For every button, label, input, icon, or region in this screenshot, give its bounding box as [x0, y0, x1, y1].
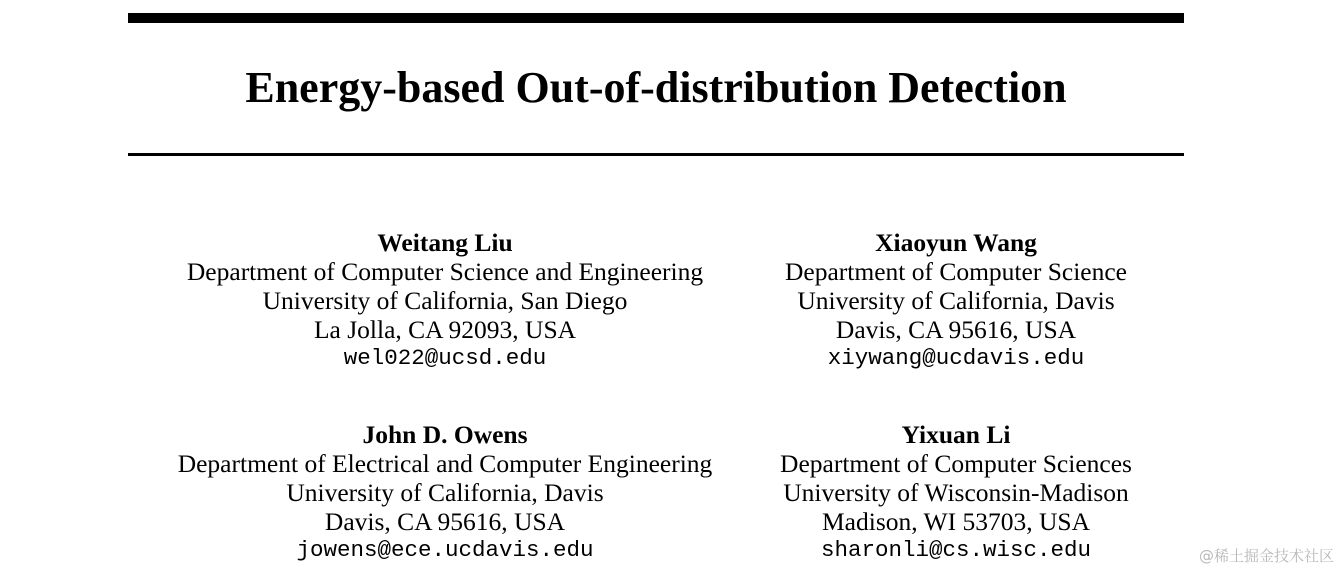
author-institution: University of California, San Diego — [262, 286, 628, 315]
author-block — [145, 420, 745, 565]
author-institution: University of California, Davis — [797, 286, 1115, 315]
author-department: Department of Computer Sciences — [780, 449, 1132, 478]
author-block — [145, 228, 745, 373]
author-location: Davis, CA 95616, USA — [835, 315, 1077, 344]
author-name: Xiaoyun Wang — [875, 228, 1037, 257]
author-location: Madison, WI 53703, USA — [822, 507, 1090, 536]
author-institution: University of California, Davis — [286, 478, 604, 507]
author-department: Department of Computer Science and Engineering — [186, 257, 704, 286]
author-institution: University of Wisconsin-Madison — [783, 478, 1129, 507]
author-block — [756, 228, 1156, 373]
author-location: La Jolla, CA 92093, USA — [313, 315, 577, 344]
author-block — [756, 420, 1156, 565]
author-name: Yixuan Li — [901, 420, 1011, 449]
watermark: @稀土掘金技术社区 — [1198, 547, 1334, 565]
author-email: wel022@ucsd.edu — [343, 345, 547, 371]
title-rule-top — [128, 13, 1184, 23]
author-email: sharonli@cs.wisc.edu — [820, 537, 1092, 563]
author-location: Davis, CA 95616, USA — [324, 507, 566, 536]
paper-title: Energy-based Out-of-distribution Detection — [245, 63, 1067, 112]
author-name: John D. Owens — [362, 420, 528, 449]
title-rule-bottom — [128, 153, 1184, 156]
author-name: Weitang Liu — [377, 228, 513, 257]
author-email: xiywang@ucdavis.edu — [827, 345, 1085, 371]
author-email: jowens@ece.ucdavis.edu — [296, 537, 594, 563]
author-department: Department of Computer Science — [784, 257, 1127, 286]
author-department: Department of Electrical and Computer Engineering — [177, 449, 713, 478]
